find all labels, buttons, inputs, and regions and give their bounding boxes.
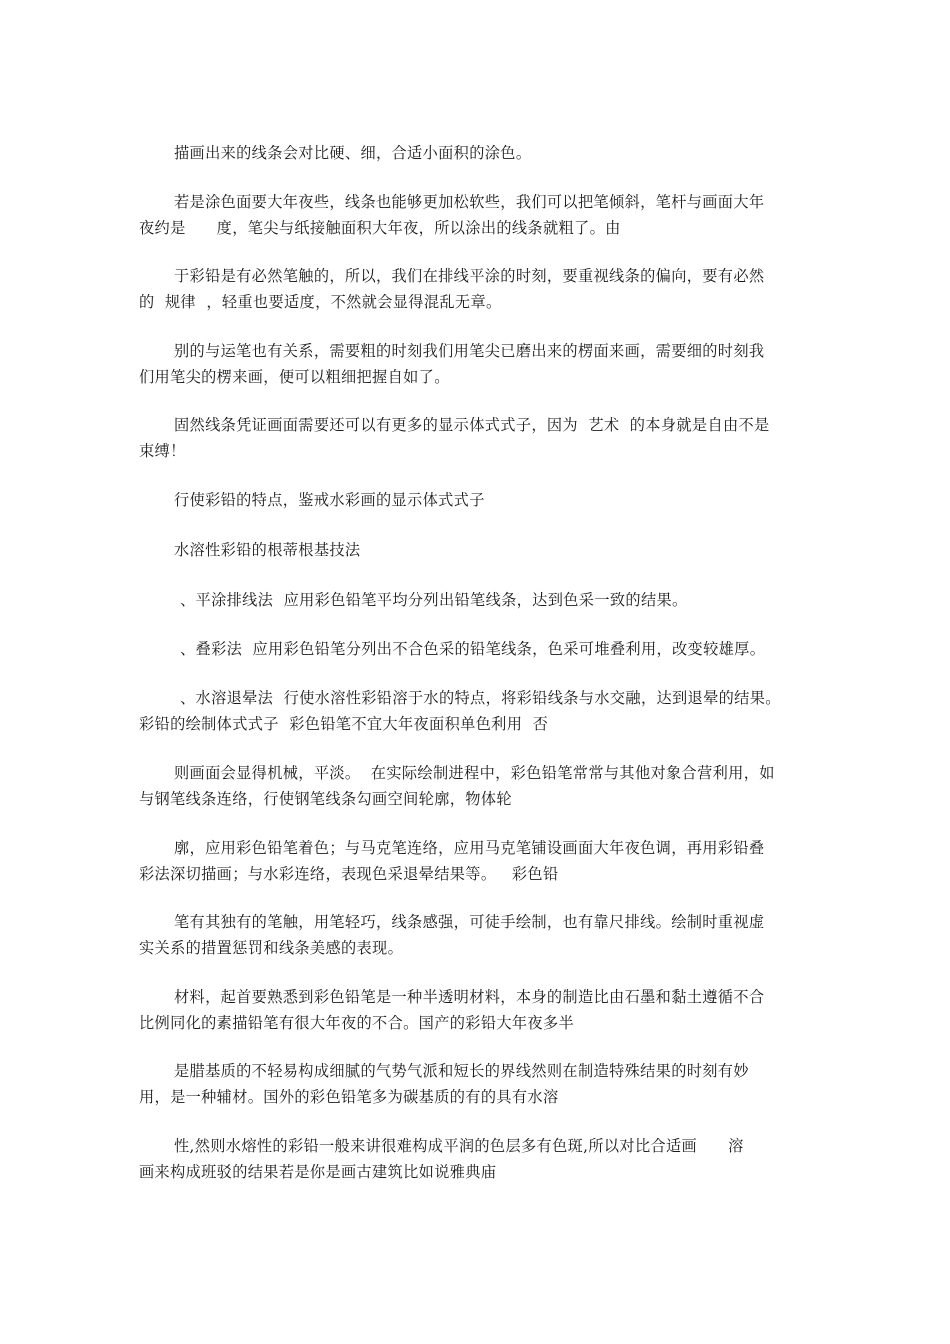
text-line: 则画面会显得机械，平淡。 在实际绘制进程中，彩色铅笔常常与其他对象合营利用，如 (174, 764, 775, 782)
text-line: 画来构成班驳的结果若是你是画古建筑比如说雅典庙 (139, 1163, 497, 1181)
text-line: 与钢笔线条连络，行使钢笔线条勾画空间轮廓，物体轮 (139, 790, 512, 808)
text-line: 是腊基质的不轻易构成细腻的气势气派和短长的界线然则在制造特殊结果的时刻有妙 (174, 1062, 749, 1080)
list-item: 、平涂排线法 应用彩色铅笔平均分列出铅笔线条，达到色采一致的结果。 (180, 591, 688, 609)
text-line: 彩铅的绘制体式式子 彩色铅笔不宜大年夜面积单色利用 否 (139, 715, 549, 733)
list-item: 、水溶退晕法 行使水溶性彩铅溶于水的特点，将彩铅线条与水交融，达到退晕的结果。 (180, 689, 781, 707)
text-line: 廓，应用彩色铅笔着色；与马克笔连络，应用马克笔铺设画面大年夜色调，再用彩铅叠 (174, 839, 765, 857)
text-line: 描画出来的线条会对比硬、细，合适小面积的涂色。 (174, 144, 532, 162)
text-line: 用，是一种辅材。国外的彩色铅笔多为碳基质的有的具有水溶 (139, 1088, 559, 1106)
text-line: 彩法深切描画；与水彩连络，表现色采退晕结果等。 彩色铅 (139, 865, 559, 883)
text-line: 水溶性彩铅的根蒂根基技法 (174, 541, 361, 559)
text-line: 比例同化的素描铅笔有很大年夜的不合。国产的彩铅大年夜多半 (139, 1014, 575, 1032)
text-line: 束缚！ (139, 442, 186, 460)
text-line: 性,然则水熔性的彩铅一般来讲很难构成平润的色层多有色斑,所以对比合适画 溶 (174, 1137, 744, 1155)
text-line: 于彩铅是有必然笔触的，所以，我们在排线平涂的时刻，要重视线条的偏向，要有必然 (174, 267, 765, 285)
text-line: 若是涂色面要大年夜些，线条也能够更加松软些，我们可以把笔倾斜，笔杆与画面大年 (174, 193, 765, 211)
text-line: 的 规律 ，轻重也要适度，不然就会显得混乱无章。 (139, 293, 502, 311)
text-line: 行使彩铅的特点，鉴戒水彩画的显示体式式子 (174, 491, 485, 509)
text-line: 实关系的措置惩罚和线条美感的表现。 (139, 939, 404, 957)
text-line: 笔有其独有的笔触，用笔轻巧，线条感强，可徒手绘制，也有靠尺排线。绘制时重视虚 (174, 913, 765, 931)
list-item: 、叠彩法 应用彩色铅笔分列出不合色采的铅笔线条，色采可堆叠利用，改变较雄厚。 (180, 640, 766, 658)
text-line: 固然线条凭证画面需要还可以有更多的显示体式式子，因为 艺术 的本身就是自由不是 (174, 416, 770, 434)
text-line: 别的与运笔也有关系，需要粗的时刻我们用笔尖已磨出来的楞面来画，需要细的时刻我 (174, 342, 765, 360)
text-line: 们用笔尖的楞来画，便可以粗细把握自如了。 (139, 368, 450, 386)
text-line: 夜约是 度，笔尖与纸接触面积大年夜，所以涂出的线条就粗了。由 (139, 219, 621, 237)
text-line: 材料，起首要熟悉到彩色铅笔是一种半透明材料，本身的制造比由石墨和黏土遵循不合 (174, 988, 765, 1006)
